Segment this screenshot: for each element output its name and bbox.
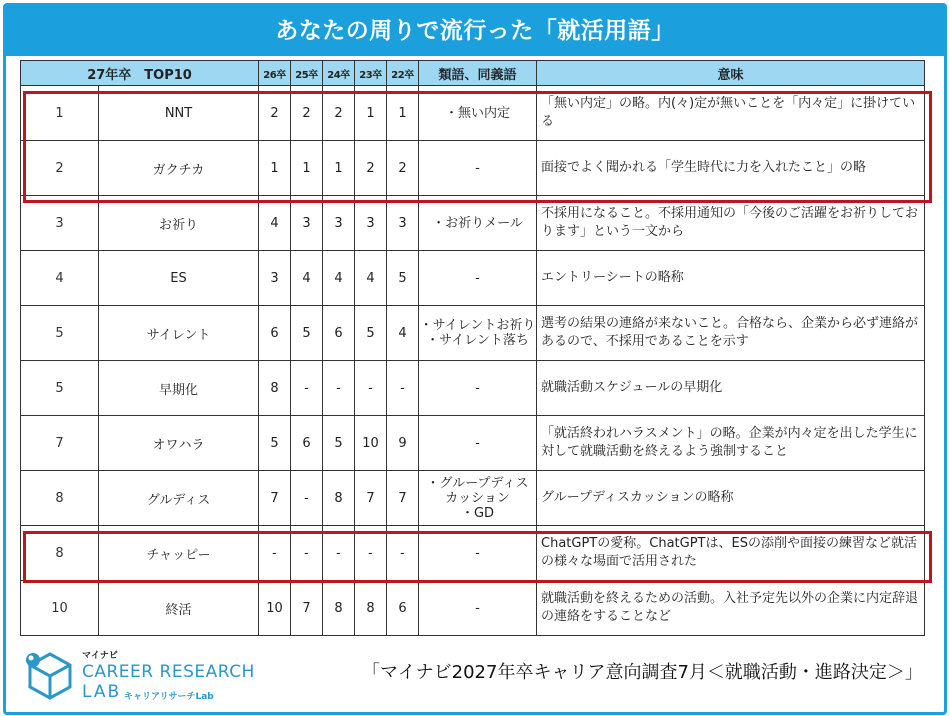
rank-cell: 7 <box>21 416 99 471</box>
meaning-cell: エントリーシートの略称 <box>537 251 925 306</box>
rank-y23-cell: 4 <box>355 251 387 306</box>
rank-y26-cell: 8 <box>259 361 291 416</box>
term-cell: ES <box>99 251 259 306</box>
logo-subtitle: キャリアリサーチLab <box>124 692 214 702</box>
rank-y24-cell: 5 <box>323 416 355 471</box>
synonym-cell <box>419 471 537 526</box>
rank-y24-cell: - <box>323 526 355 581</box>
synonym-line: ・GD <box>460 505 495 521</box>
table-row <box>21 526 925 581</box>
rank-y25-cell: 7 <box>291 581 323 636</box>
synonym-cell <box>419 86 537 141</box>
synonym-line: - <box>475 160 480 176</box>
header-25: 25卒 <box>291 61 323 86</box>
rank-y22-cell: 4 <box>387 306 419 361</box>
rank-y25-cell: - <box>291 526 323 581</box>
rank-cell: 5 <box>21 361 99 416</box>
synonym-cell <box>419 141 537 196</box>
rank-y22-cell: 7 <box>387 471 419 526</box>
term-cell: 終活 <box>99 581 259 636</box>
career-research-lab-logo <box>24 648 255 702</box>
synonym-cell <box>419 581 537 636</box>
rank-y25-cell: 1 <box>291 141 323 196</box>
rank-y22-cell: - <box>387 526 419 581</box>
rank-y22-cell: 9 <box>387 416 419 471</box>
meaning-cell: 面接でよく聞かれる「学生時代に力を入れたこと」の略 <box>537 141 925 196</box>
rank-y24-cell: - <box>323 361 355 416</box>
synonym-cell <box>419 526 537 581</box>
meaning-cell: 就職活動スケジュールの早期化 <box>537 361 925 416</box>
rank-y23-cell: 10 <box>355 416 387 471</box>
rank-y25-cell: 6 <box>291 416 323 471</box>
rank-y24-cell: 2 <box>323 86 355 141</box>
rank-y22-cell: 1 <box>387 86 419 141</box>
rank-y26-cell: - <box>259 526 291 581</box>
rank-cell: 1 <box>21 86 99 141</box>
table-row <box>21 251 925 306</box>
rank-y23-cell: 1 <box>355 86 387 141</box>
rank-y23-cell: 2 <box>355 141 387 196</box>
rank-cell: 10 <box>21 581 99 636</box>
rank-y25-cell: - <box>291 471 323 526</box>
logo-line1: CAREER RESEARCH <box>82 662 255 682</box>
rank-y23-cell: 5 <box>355 306 387 361</box>
ranking-table <box>20 60 925 636</box>
meaning-cell: 「就活終われハラスメント」の略。企業が内々定を出した学生に対して就職活動を終えるよう強制すること <box>537 416 925 471</box>
synonym-line: ・サイレント落ち <box>426 333 529 348</box>
header-meaning: 意味 <box>537 61 925 86</box>
header-synonyms: 類語、同義語 <box>419 61 537 86</box>
table-header-row <box>21 61 925 86</box>
synonym-cell <box>419 416 537 471</box>
header-22: 22卒 <box>387 61 419 86</box>
synonym-line: - <box>475 545 480 561</box>
synonym-cell <box>419 361 537 416</box>
rank-y26-cell: 10 <box>259 581 291 636</box>
meaning-cell: 就職活動を終えるための活動。入社予定先以外の企業に内定辞退の連絡をすることなど <box>537 581 925 636</box>
synonym-line: - <box>475 380 480 396</box>
rank-y23-cell: 3 <box>355 196 387 251</box>
term-cell: 早期化 <box>99 361 259 416</box>
header-24: 24卒 <box>323 61 355 86</box>
meaning-cell: 不採用になること。不採用通知の「今後のご活躍をお祈りしております」という一文から <box>537 196 925 251</box>
synonym-cell <box>419 306 537 361</box>
rank-y25-cell: 3 <box>291 196 323 251</box>
synonym-cell <box>419 251 537 306</box>
meaning-cell: ChatGPTの愛称。ChatGPTは、ESの添削や面接の練習など就活の様々な場面で活用された <box>537 526 925 581</box>
term-cell: オワハラ <box>99 416 259 471</box>
rank-y26-cell: 1 <box>259 141 291 196</box>
logo-line2: LAB <box>82 682 122 702</box>
term-cell: ガクチカ <box>99 141 259 196</box>
header-rank-term: 27年卒 TOP10 <box>21 61 259 86</box>
synonym-line: ・グループディス <box>426 475 529 491</box>
table-row <box>21 86 925 141</box>
meaning-cell: 「無い内定」の略。内(々)定が無いことを「内々定」に掛けている <box>537 86 925 141</box>
table-row <box>21 306 925 361</box>
rank-y26-cell: 2 <box>259 86 291 141</box>
rank-y26-cell: 7 <box>259 471 291 526</box>
rank-y25-cell: - <box>291 361 323 416</box>
rank-y26-cell: 4 <box>259 196 291 251</box>
page-title: あなたの周りで流行った「就活用語」 <box>6 6 944 56</box>
table-row <box>21 361 925 416</box>
rank-y22-cell: - <box>387 361 419 416</box>
rank-y26-cell: 6 <box>259 306 291 361</box>
rank-y22-cell: 2 <box>387 141 419 196</box>
rank-y23-cell: 7 <box>355 471 387 526</box>
term-cell: サイレント <box>99 306 259 361</box>
rank-y24-cell: 6 <box>323 306 355 361</box>
rank-y24-cell: 4 <box>323 251 355 306</box>
rank-y25-cell: 4 <box>291 251 323 306</box>
table-row <box>21 416 925 471</box>
rank-y22-cell: 3 <box>387 196 419 251</box>
synonym-line: ・無い内定 <box>445 105 511 121</box>
table-row <box>21 471 925 526</box>
term-cell: NNT <box>99 86 259 141</box>
rank-y25-cell: 2 <box>291 86 323 141</box>
rank-cell: 5 <box>21 306 99 361</box>
meaning-cell: グループディスカッションの略称 <box>537 471 925 526</box>
rank-y23-cell: - <box>355 526 387 581</box>
rank-y24-cell: 1 <box>323 141 355 196</box>
rank-y22-cell: 6 <box>387 581 419 636</box>
rank-y26-cell: 5 <box>259 416 291 471</box>
table-row <box>21 141 925 196</box>
synonym-line: ・サイレントお祈り <box>419 318 536 333</box>
term-cell: お祈り <box>99 196 259 251</box>
rank-cell: 8 <box>21 471 99 526</box>
header-26: 26卒 <box>259 61 291 86</box>
table-row <box>21 196 925 251</box>
rank-y26-cell: 3 <box>259 251 291 306</box>
rank-y24-cell: 8 <box>323 471 355 526</box>
rank-cell: 2 <box>21 141 99 196</box>
rank-y24-cell: 3 <box>323 196 355 251</box>
synonym-line: ・お祈りメール <box>432 215 523 231</box>
rank-cell: 3 <box>21 196 99 251</box>
synonym-line: - <box>475 435 480 451</box>
rank-cell: 8 <box>21 526 99 581</box>
rank-y24-cell: 8 <box>323 581 355 636</box>
rank-y25-cell: 5 <box>291 306 323 361</box>
rank-y23-cell: 8 <box>355 581 387 636</box>
synonym-line: - <box>475 600 480 616</box>
lab-logo-icon <box>24 650 76 700</box>
header-23: 23卒 <box>355 61 387 86</box>
synonym-line: カッション <box>445 490 510 506</box>
term-cell: グルディス <box>99 471 259 526</box>
table-row <box>21 581 925 636</box>
rank-y22-cell: 5 <box>387 251 419 306</box>
meaning-cell: 選考の結果の連絡が来ないこと。合格なら、企業から必ず連絡があるので、不採用であることを示す <box>537 306 925 361</box>
logo-brand: マイナビ <box>82 651 118 661</box>
rank-y23-cell: - <box>355 361 387 416</box>
synonym-line: - <box>475 270 480 286</box>
rank-cell: 4 <box>21 251 99 306</box>
source-caption: 「マイナビ2027年卒キャリア意向調査7月＜就職活動・進路決定＞」 <box>362 662 923 683</box>
synonym-cell <box>419 196 537 251</box>
term-cell: チャッピー <box>99 526 259 581</box>
